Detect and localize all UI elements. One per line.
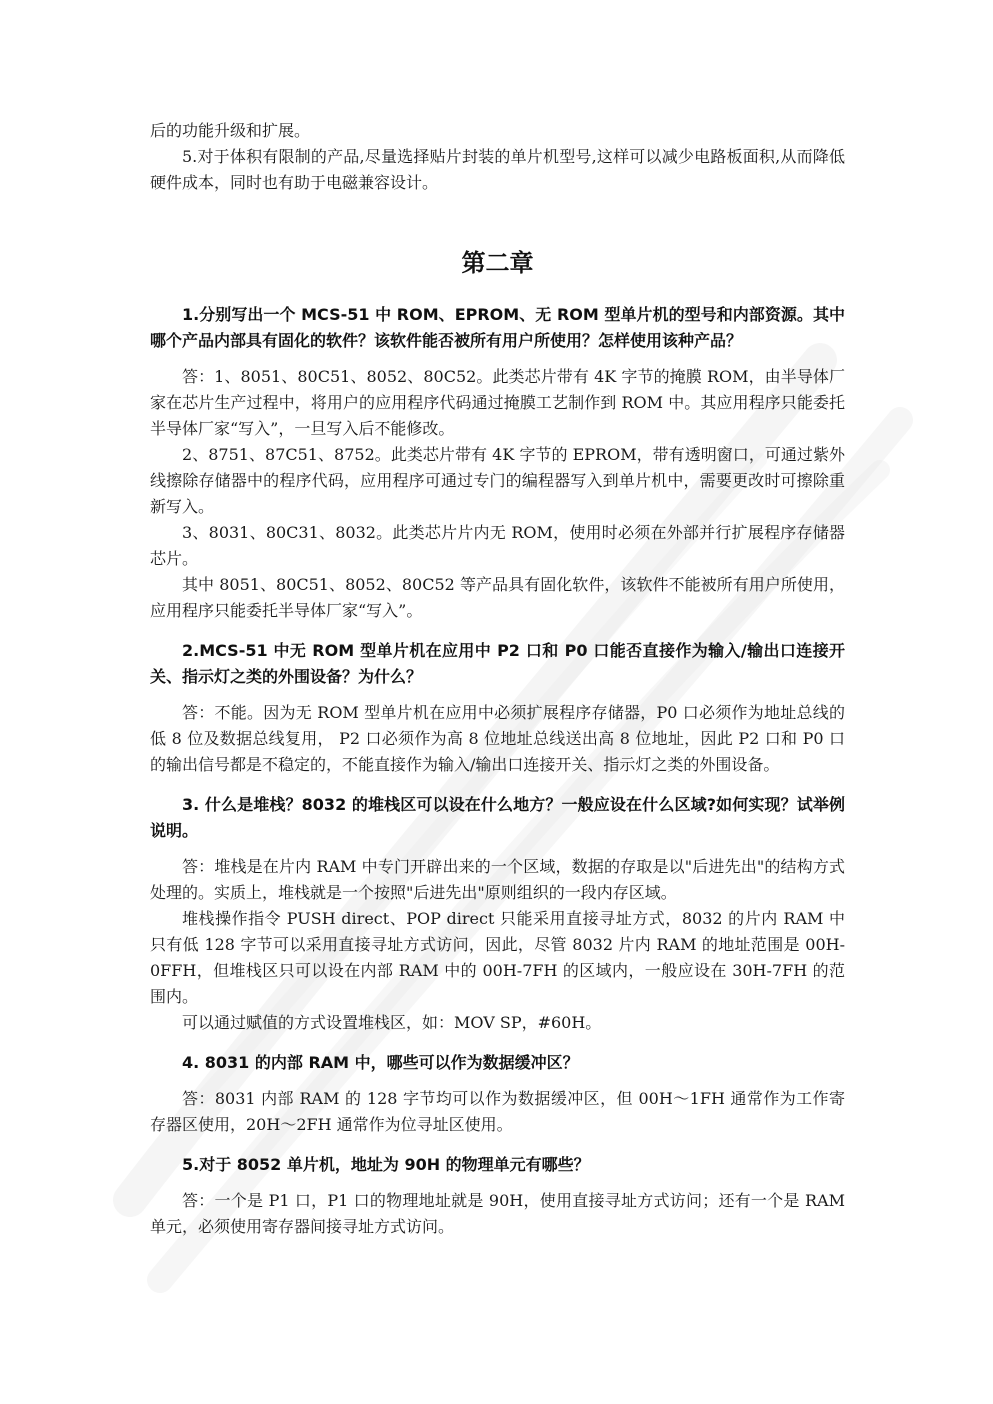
answer-1-paragraph-2: 2、8751、87C51、8752。此类芯片带有 4K 字节的 EPROM，带有透明窗口，可通过紫外线擦除存储器中的程序代码，应用程序可通过专门的编程器写入到单片机中，需要更改时可擦除重新写入。: [150, 445, 845, 516]
question-3: 3. 什么是堆栈？8032 的堆栈区可以设在什么地方？一般应设在什么区域?如何实现？试举例说明。: [150, 795, 845, 840]
question-4: 4. 8031 的内部 RAM 中，哪些可以作为数据缓冲区？: [182, 1053, 579, 1072]
question-2: 2.MCS-51 中无 ROM 型单片机在应用中 P2 口和 P0 口能否直接作为输入/输出口连接开关、指示灯之类的外围设备？为什么？: [150, 641, 845, 686]
answer-1-paragraph-3: 3、8031、80C31、8032。此类芯片片内无 ROM，使用时必须在外部并行扩展程序存储器芯片。: [150, 523, 845, 568]
document-page: [150, 118, 845, 1240]
answer-3-paragraph-1: 答：堆栈是在片内 RAM 中专门开辟出来的一个区域，数据的存取是以"后进先出"的结构方式处理的。实质上，堆栈就是一个按照"后进先出"原则组织的一段内存区域。: [150, 857, 845, 902]
question-1: 1.分别写出一个 MCS-51 中 ROM、EPROM、无 ROM 型单片机的型号和内部资源。其中哪个产品内部具有固化的软件？该软件能否被所有用户所使用？怎样使用该种产品？: [150, 305, 845, 350]
answer-3-paragraph-2: 堆栈操作指令 PUSH direct、POP direct 只能采用直接寻址方式，8032 的片内 RAM 中只有低 128 字节可以采用直接寻址方式访问，因此，尽管 8032 片内 RAM 的地址范围是 00H-0FFH，但堆栈区只可以设在内部 RAM 中的 00H-7FH 的区域内，一般应设在 30H-7FH 的范围内。: [150, 909, 845, 1006]
answer-5-paragraph-1: 答：一个是 P1 口，P1 口的物理地址就是 90H，使用直接寻址方式访问；还有一个是 RAM 单元，必须使用寄存器间接寻址方式访问。: [150, 1191, 845, 1236]
intro-paragraph-1: 后的功能升级和扩展。: [150, 121, 311, 140]
answer-4-paragraph-1: 答：8031 内部 RAM 的 128 字节均可以作为数据缓冲区，但 00H～1FH 通常作为工作寄存器区使用，20H～2FH 通常作为位寻址区使用。: [150, 1089, 845, 1134]
intro-paragraph-2: 5.对于体积有限制的产品,尽量选择贴片封装的单片机型号,这样可以减少电路板面积,从而降低硬件成本，同时也有助于电磁兼容设计。: [150, 147, 845, 192]
answer-1-paragraph-4: 其中 8051、80C51、8052、80C52 等产品具有固化软件，该软件不能被所有用户所使用，应用程序只能委托半导体厂家“写入”。: [150, 575, 845, 620]
answer-2-paragraph-1: 答：不能。因为无 ROM 型单片机在应用中必须扩展程序存储器，P0 口必须作为地址总线的低 8 位及数据总线复用， P2 口必须作为高 8 位地址总线送出高 8 位地址，因此 P2 口和 P0 口的输出信号都是不稳定的，不能直接作为输入/输出口连接开关、指示灯之类的外围设备。: [150, 703, 845, 774]
question-5: 5.对于 8052 单片机，地址为 90H 的物理单元有哪些？: [182, 1155, 590, 1174]
chapter-title: 第二章: [461, 249, 534, 277]
answer-1-paragraph-1: 答：1、8051、80C51、8052、80C52。此类芯片带有 4K 字节的掩膜 ROM，由半导体厂家在芯片生产过程中，将用户的应用程序代码通过掩膜工艺制作到 ROM 中。其应用程序只能委托半导体厂家“写入”，一旦写入后不能修改。: [150, 367, 845, 438]
answer-3-paragraph-3: 可以通过赋值的方式设置堆栈区，如：MOV SP，#60H。: [182, 1013, 602, 1032]
